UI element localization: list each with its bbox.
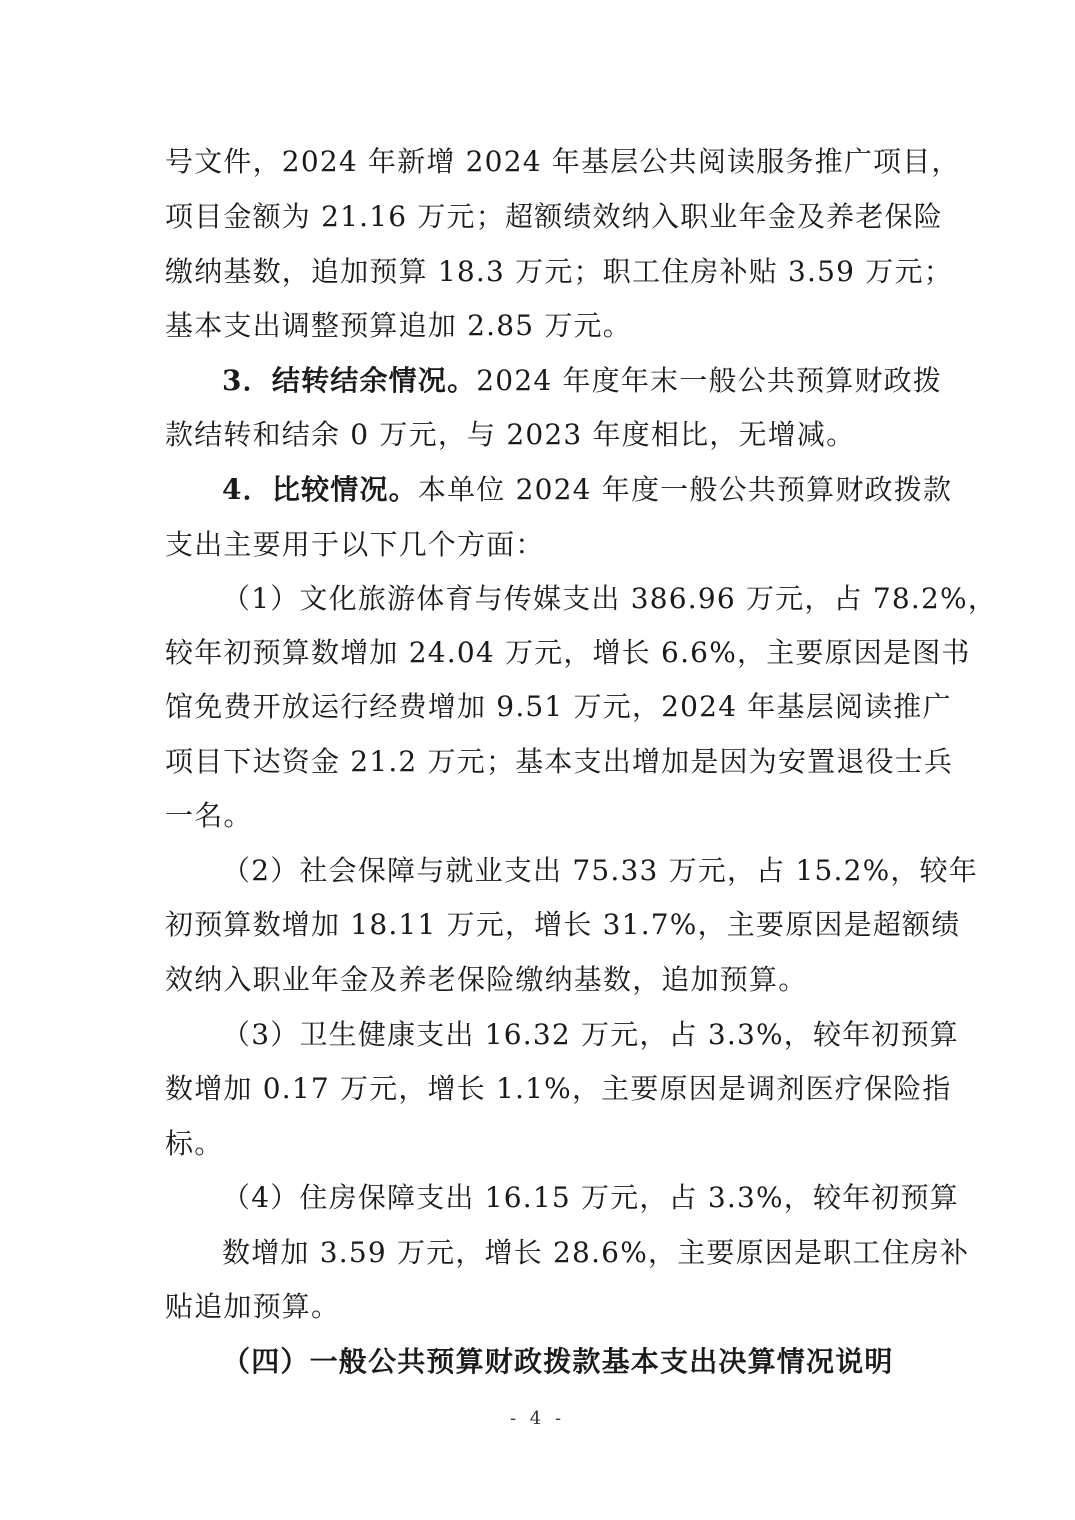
text-line [222, 1345, 894, 1379]
text-line [222, 582, 997, 616]
body-text-segment: 号文件，2024 年新增 2024 年基层公共阅读服务推广项目， [165, 145, 961, 178]
body-text-segment: 项目金额为 21.16 万元；超额绩效纳入职业年金及养老保险 [165, 200, 943, 233]
body-text-segment: 较年初预算数增加 24.04 万元，增长 6.6%，主要原因是图书 [165, 636, 971, 669]
text-line [165, 1072, 952, 1106]
text-line [165, 145, 961, 179]
text-line [165, 1290, 340, 1324]
text-line [165, 908, 960, 942]
text-line [222, 1018, 959, 1052]
body-text-segment: 支出主要用于以下几个方面： [165, 528, 545, 561]
body-text-segment: （3）卫生健康支出 16.32 万元，占 3.3%，较年初预算 [222, 1018, 960, 1051]
body-text-segment: 数增加 3.59 万元，增长 28.6%，主要原因是职工住房补 [222, 1236, 970, 1269]
body-text-segment: （4）住房保障支出 16.15 万元，占 3.3%，较年初预算 [222, 1181, 960, 1214]
text-line [165, 255, 953, 289]
body-text-segment: 款结转和结余 0 万元，与 2023 年度相比，无增减。 [165, 418, 856, 451]
text-line [222, 1181, 959, 1215]
text-line [222, 854, 978, 888]
text-line [222, 364, 942, 398]
text-line [222, 473, 952, 507]
body-text-segment: 馆免费开放运行经费增加 9.51 万元，2024 年基层阅读推广 [165, 690, 952, 723]
text-line [165, 528, 545, 562]
page-number: - 4 - [509, 1408, 566, 1429]
text-line [165, 309, 632, 343]
body-text-segment: 一名。 [165, 799, 253, 832]
text-line [165, 200, 943, 234]
text-line [165, 636, 971, 670]
text-line [222, 1236, 969, 1270]
body-text-segment: （1）文化旅游体育与传媒支出 386.96 万元，占 78.2%， [222, 582, 998, 615]
body-text-segment: 效纳入职业年金及养老保险缴纳基数，追加预算。 [165, 963, 808, 996]
bold-heading-text: 4．比较情况。 [222, 473, 418, 506]
text-line [165, 418, 855, 452]
body-text-segment: （2）社会保障与就业支出 75.33 万元，占 15.2%，较年 [222, 854, 979, 887]
text-line [165, 1127, 223, 1161]
text-line [165, 690, 952, 724]
body-text-segment: 贴追加预算。 [165, 1290, 341, 1323]
body-text-segment: 2024 年度年末一般公共预算财政拨 [476, 364, 943, 397]
body-text-segment: 初预算数增加 18.11 万元，增长 31.7%，主要原因是超额绩 [165, 908, 961, 941]
body-text-segment: 缴纳基数，追加预算 18.3 万元；职工住房补贴 3.59 万元； [165, 255, 953, 288]
body-text-segment: 本单位 2024 年度一般公共预算财政拨款 [417, 473, 953, 506]
body-text-segment: 基本支出调整预算追加 2.85 万元。 [165, 309, 632, 342]
bold-heading-text: （四）一般公共预算财政拨款基本支出决算情况说明 [222, 1345, 894, 1378]
body-text-segment: 数增加 0.17 万元，增长 1.1%，主要原因是调剂医疗保险指 [165, 1072, 952, 1105]
body-text-segment: 标。 [165, 1127, 224, 1160]
bold-heading-text: 3．结转结余情况。 [222, 364, 477, 397]
text-line [165, 799, 253, 833]
text-line [165, 963, 807, 997]
text-line [165, 745, 953, 779]
body-text-segment: 项目下达资金 21.2 万元；基本支出增加是因为安置退役士兵 [165, 745, 954, 778]
